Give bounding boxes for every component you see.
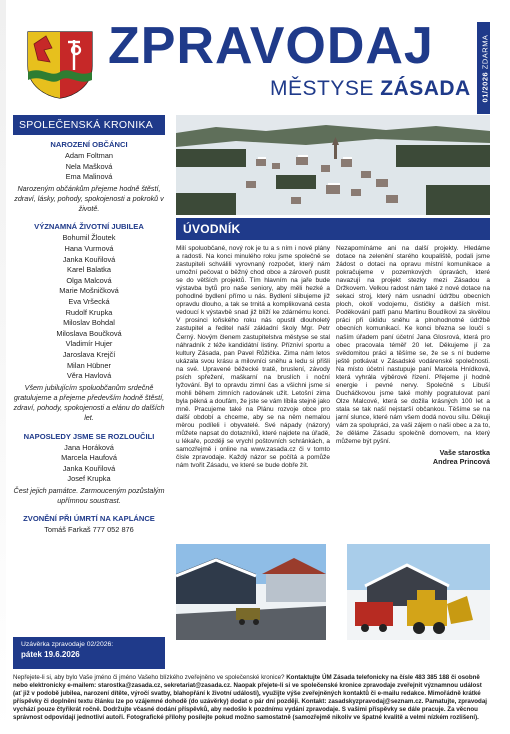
jubilee-name: Janka Kouřilová bbox=[62, 254, 116, 264]
editorial-column-2-text: Nezapomínáme ani na další projekty. Hledáme dotace na zelenění starého koupaliště, podali jsme žádost o dotaci na opravu místní komunikace a pokračujeme v pozemkových úpravách, které navazují na projekt stezky mezi Zásadou a Držkovem. Velkou radost nám také z nové dotace na sekaci stroj, který nám usnadní údržbu obecních ploch, okolí vodojemu, čističky a dalších míst. Poděkování patří panu Martinu Boudíkovi za skvělou práci při úklidu sněhu a plnohodnotné údržbě obecních komunikací. Ke konci března se loučí s naším úřadem paní účetní Jana Glosrová, která pro obec pracovala téměř 20 let. Děkujeme jí za svědomitou práci a těšíme se, že se s ní budeme ještě potkávat v Zásadské vodárenské společnosti. Na místo účetní nastupuje paní Marcela Hnídková, která vyhrála výběrové řízení. Přejeme jí hodně energie i pevné nervy. Společně s Libuší Ducháčkovou jsme také mohly pogratulovat paní Olze Malcové, která se dožila krásných 100 let a stala se tak naší nejstarší občankou. Těšíme se na jarní slunce, které nám všem dodá novou sílu. Děkuji vám za spolupráci, za vaši zájem o naši obec a za to, že děláme Zásadu společně domovem, na který můžeme být pyšní. bbox=[336, 245, 490, 446]
jubilee-name: Miloslava Boučková bbox=[56, 328, 122, 338]
signature-role: Vaše starostka bbox=[439, 448, 490, 458]
jubilee-name: Marie Mošničková bbox=[59, 286, 119, 296]
editorial-heading: ÚVODNÍK bbox=[176, 218, 490, 240]
jubilee-name: Vladimír Hujer bbox=[65, 339, 113, 349]
deaths-list bbox=[13, 443, 165, 485]
birth-name: Adam Foltman bbox=[64, 151, 114, 160]
deaths-wish: Čest jejich památce. Zarmouceným pozůstalým upřímnou soustrast. bbox=[13, 485, 165, 506]
editorial-column-2 bbox=[336, 245, 490, 540]
jubilee-name: Jaroslava Krejčí bbox=[62, 349, 116, 359]
jubilee-name: Hana Vurmová bbox=[64, 243, 114, 253]
subtitle-plain: MĚSTYSE bbox=[270, 77, 374, 100]
editorial-column-1: Milí spoluobčané, nový rok je tu a s ním i nové plány a radosti. Na konci minulého roku jsme společně se zastupiteli schválili vyrovnaný rozpočet, který nám umožní pečovat o běžný chod obce a zároveň pustit se do větších projektů. Tím hlavním na jaře bude výstavba bytů pro naše seniory, aby měli hezké a pohodlné bydlení přímo u nás. Bydlení slibujeme již opravdu dlouho, a tak se trnitá a komplikovaná cesta vedoucí k výstavbě snad již blíží ke zdárnému konci. V prosinci loňského roku nás opustil dlouholetý zastupitel a ředitel naší základní školy Mgr. Petr Černý. Novým členem zastupitelstva městyse se stal náhradník z téže kandidátní listiny. Přízniví sportu a kultury Zásada, pan Pavel Růžička. Zima nám letos ukázala svou krásu a milovníci sněhu a ledu si přišli na své. Upravené běžecké tratě, bruslení, závody psích spřežení, maškarní na bruslích i noční lyžování. Byl to opravdu zimní čas a všichni jsme si mohli během zimních radovánek užít. Letošní zima byla pěkná a doufám, že jste se vám líbila stejně jako mně. Pracujeme také na Plánu rozvoje obce pro další období a chceme, aby se na něm nemalou měrou podíleli i obyvatelé. Své nápady (názory) můžete napsat do dotazníků, které najdete na úřadě, u lékaře, později se vrychl poštovních schránkách, a samozřejmě i online na www.zasada.cz či v tomto čísle zpravodaje. Každý názor se počítá a pomůže nám tvořit Zásadu, ve které se bude dobře žít. bbox=[176, 245, 330, 470]
issue-label bbox=[478, 24, 491, 112]
deceased-name: Jana Horáková bbox=[64, 442, 114, 452]
snow-plow-photo bbox=[347, 544, 490, 640]
page-edge bbox=[0, 0, 6, 734]
jubilee-name: Olga Malcová bbox=[66, 275, 112, 285]
bells-contact: Tomáš Farkaš 777 052 876 bbox=[44, 525, 134, 535]
issue-price: ZDARMA bbox=[480, 34, 490, 69]
jubilee-name: Bohumil Žloutek bbox=[62, 233, 116, 243]
social-chronicle bbox=[13, 115, 165, 534]
jubilee-name: Karel Balatka bbox=[67, 265, 111, 275]
jubilee-title: VÝZNAMNÁ ŽIVOTNÍ JUBILEA bbox=[34, 222, 144, 232]
jubilee-name: Věra Havlová bbox=[66, 371, 112, 381]
issue-number: 01/2026 bbox=[480, 71, 490, 102]
footer-instructions: Kontaktujte ÚM Zásada telefonicky na čísle 483 385 188 či osobně nebo elektronicky e-mailem: starostka@zasada.cz, sekretariat@zasada.cz. Naopak přejete-li si ve společenské kronice zpravodaje zveřejnit významnou událost (ať již v podobě jubilea, narození dítěte, výročí svatby, blahopřání k životní události), využijte výše zveřejněných kontaktů či e-mailu redakce. Mimořádně krátké příspěvky či doplnění textu článku lze po vzájemné dohodě (do uzávěrky) dodat o pár dní později. Kontakt: zasadskyzpravodaj@seznam.cz. Pamatujte, zpravodaj vychází pouze čtyřikrát ročně. Dodržujte včasné dodání příspěvků, aby nedošlo k pozdnímu vydání zpravodaje. S vašimi příspěvky se dále pracuje. Za věcnou správnost odpovídají jednotliví autoři. Fotografické přílohy posílejte pokud možno samostatně (samozřejmě nikoliv ve špatné kvalitě a velmi nízkém rozlišení). bbox=[13, 674, 487, 722]
jubilee-wish: Všem jubilujícím spoluobčanům srdečně gratulujeme a přejeme především hodně štěstí, zdraví, pohody, spokojenosti a elánu do dalších let. bbox=[13, 382, 165, 423]
jubilee-name: Miloslav Bohdal bbox=[63, 318, 115, 328]
newsletter-title: ZPRAVODAJ bbox=[108, 17, 434, 75]
jubilee-name: Milan Hübner bbox=[67, 360, 111, 370]
deadline-box bbox=[13, 637, 165, 669]
births-wish: Narozeným občánkům přejeme hodně štěstí, zdraví, lásky, pohody, spokojenosti a pokroků v životě. bbox=[14, 183, 164, 214]
footer-question: Nepřejete-li si, aby bylo Vaše jméno či jméno Vašeho blízkého zveřejněno ve společenské kronice? bbox=[13, 674, 285, 681]
jubilee-name: Eva Vršecká bbox=[68, 296, 110, 306]
births-list bbox=[13, 151, 165, 183]
village-panorama-photo bbox=[176, 115, 490, 215]
birth-name: Nela Mašková bbox=[65, 161, 113, 171]
coat-of-arms-icon bbox=[24, 28, 96, 100]
jubilee-name: Rudolf Krupka bbox=[65, 307, 113, 317]
signature-name: Andrea Princová bbox=[432, 457, 490, 467]
snowy-street-photo bbox=[176, 544, 326, 640]
chronicle-heading: SPOLEČENSKÁ KRONIKA bbox=[13, 115, 165, 135]
deadline-date: pátek 19.6.2026 bbox=[21, 650, 80, 659]
bells-title: ZVONĚNÍ PŘI ÚMRTÍ NA KAPLÁNCE bbox=[23, 514, 155, 524]
deceased-name: Janka Kouřilová bbox=[62, 463, 116, 473]
jubilee-list bbox=[13, 233, 165, 381]
footer-notice bbox=[13, 672, 490, 723]
birth-name: Ema Malinová bbox=[65, 172, 113, 182]
deceased-name: Marcela Haufová bbox=[61, 453, 117, 463]
deaths-title: NAPOSLEDY JSME SE ROZLOUČILI bbox=[23, 431, 155, 441]
births-title: NAROZENÍ OBČÁNCI bbox=[50, 140, 128, 149]
deadline-label: Uzávěrka zpravodaje 02/2026: bbox=[21, 641, 114, 648]
newsletter-subtitle bbox=[270, 77, 471, 101]
deceased-name: Josef Krupka bbox=[67, 474, 111, 484]
subtitle-bold: ZÁSADA bbox=[380, 77, 471, 100]
